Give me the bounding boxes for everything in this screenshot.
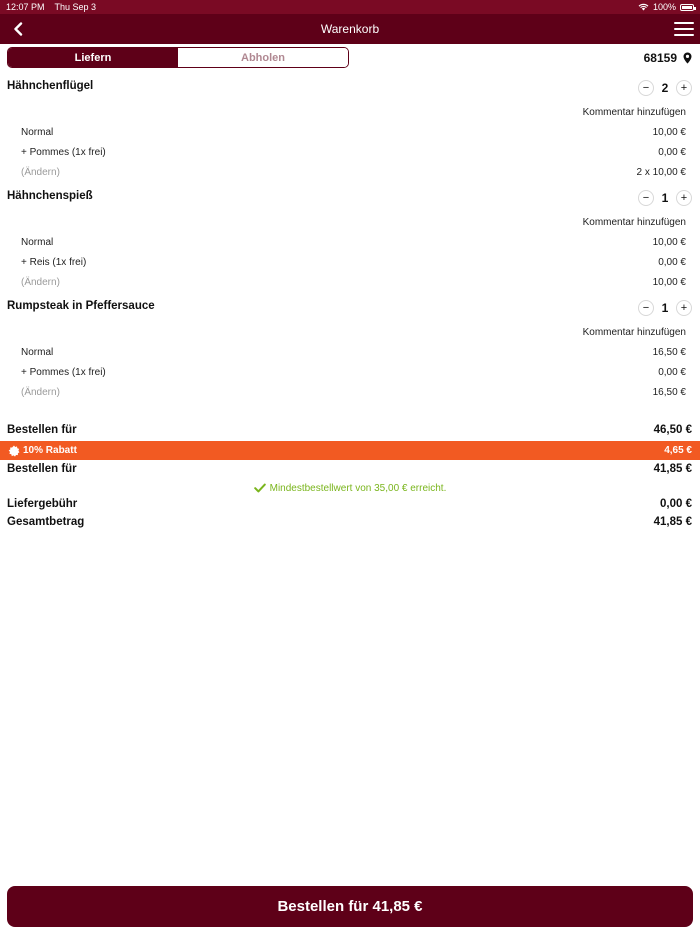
cart-item-title: Rumpsteak in Pfeffersauce — [7, 300, 155, 312]
item-line-total: 2 x 10,00 € — [636, 167, 686, 178]
subtotal-value: 46,50 € — [653, 424, 692, 436]
increase-button[interactable]: + — [676, 80, 692, 96]
total-value: 41,85 € — [653, 516, 692, 528]
total-row — [7, 516, 692, 528]
option-price: 0,00 € — [658, 367, 686, 378]
increase-button[interactable]: + — [676, 300, 692, 316]
total-label: Gesamtbetrag — [7, 516, 85, 528]
option-price: 10,00 € — [652, 127, 686, 138]
nav-bar — [0, 14, 700, 44]
hamburger-icon-bar — [674, 34, 694, 36]
add-comment-link[interactable]: Kommentar hinzufügen — [582, 107, 686, 118]
battery-percent: 100% — [652, 2, 676, 12]
decrease-button[interactable]: − — [638, 190, 654, 206]
tab-deliver[interactable]: Liefern — [8, 48, 178, 67]
delivery-mode-segment — [7, 47, 349, 68]
zip-code: 68159 — [643, 51, 677, 65]
quantity-stepper — [638, 80, 692, 96]
minimum-order-note — [0, 481, 700, 495]
hamburger-icon-bar — [674, 22, 694, 24]
status-right — [638, 2, 694, 12]
discount-label: 10% Rabatt — [23, 445, 77, 456]
minimum-order-text: Mindestbestellwert von 35,00 € erreicht. — [269, 482, 447, 494]
item-line-total: 16,50 € — [652, 387, 686, 398]
item-option-row — [21, 367, 686, 378]
option-label: + Pommes (1x frei) — [21, 367, 106, 378]
status-time: 12:07 PM — [6, 2, 45, 12]
decrease-button[interactable]: − — [638, 300, 654, 316]
delivery-fee-value: 0,00 € — [660, 498, 692, 510]
increase-button[interactable]: + — [676, 190, 692, 206]
discounted-subtotal-value: 41,85 € — [653, 463, 692, 475]
discounted-subtotal-row — [7, 463, 692, 475]
wifi-icon — [638, 3, 649, 11]
option-label: Normal — [21, 347, 54, 358]
map-pin-icon — [683, 52, 692, 64]
option-label: Normal — [21, 127, 54, 138]
item-option-row — [21, 127, 686, 138]
subtotal-label: Bestellen für — [7, 424, 77, 436]
item-option-row — [21, 147, 686, 158]
item-option-row — [21, 347, 686, 358]
change-link[interactable]: (Ändern) — [21, 387, 60, 398]
option-label: Normal — [21, 237, 54, 248]
quantity-value: 1 — [661, 191, 669, 205]
delivery-fee-row — [7, 498, 692, 510]
discount-value: 4,65 € — [664, 445, 692, 456]
option-price: 0,00 € — [658, 147, 686, 158]
hamburger-icon-bar — [674, 28, 694, 30]
subtotal-row — [7, 424, 692, 436]
change-link[interactable]: (Ändern) — [21, 167, 60, 178]
item-option-row — [21, 237, 686, 248]
delivery-fee-label: Liefergebühr — [7, 498, 78, 510]
quantity-stepper — [638, 300, 692, 316]
badge-icon — [8, 445, 20, 457]
option-label: + Reis (1x frei) — [21, 257, 87, 268]
discounted-subtotal-label: Bestellen für — [7, 463, 77, 475]
add-comment-link[interactable]: Kommentar hinzufügen — [582, 217, 686, 228]
discount-label-group — [8, 445, 77, 457]
battery-icon — [680, 4, 694, 11]
option-label: + Pommes (1x frei) — [21, 147, 106, 158]
quantity-value: 2 — [661, 81, 669, 95]
item-option-row — [21, 257, 686, 268]
tab-pickup[interactable]: Abholen — [178, 48, 348, 67]
quantity-stepper — [638, 190, 692, 206]
option-price: 0,00 € — [658, 257, 686, 268]
item-change-row — [21, 167, 686, 178]
item-line-total: 10,00 € — [652, 277, 686, 288]
checkmark-icon — [254, 483, 266, 493]
quantity-value: 1 — [661, 301, 669, 315]
page-title: Warenkorb — [320, 22, 380, 36]
menu-button[interactable] — [674, 20, 694, 38]
place-order-button[interactable]: Bestellen für 41,85 € — [7, 886, 693, 927]
status-date: Thu Sep 3 — [54, 2, 97, 12]
cart-item-title: Hähnchenflügel — [7, 80, 94, 92]
option-price: 16,50 € — [652, 347, 686, 358]
change-link[interactable]: (Ändern) — [21, 277, 60, 288]
discount-row — [0, 441, 700, 460]
add-comment-link[interactable]: Kommentar hinzufügen — [582, 327, 686, 338]
option-price: 10,00 € — [652, 237, 686, 248]
zip-location[interactable] — [644, 48, 692, 68]
status-bar — [0, 0, 700, 14]
decrease-button[interactable]: − — [638, 80, 654, 96]
cart-item-title: Hähnchenspieß — [7, 190, 93, 202]
item-change-row — [21, 277, 686, 288]
item-change-row — [21, 387, 686, 398]
